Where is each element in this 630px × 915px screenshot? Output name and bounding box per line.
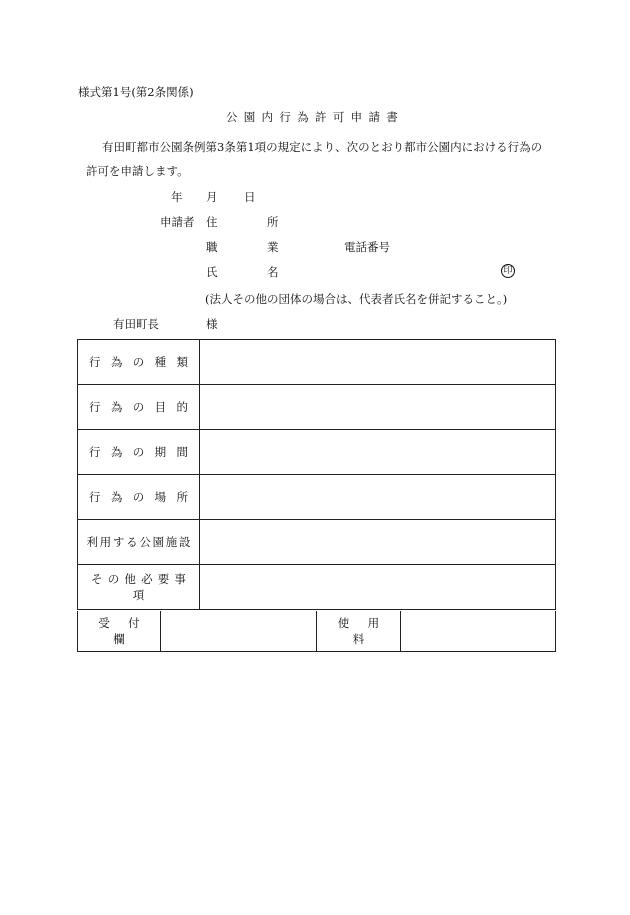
table-row xyxy=(78,430,556,475)
table-row xyxy=(78,340,556,385)
addressee-honorific: 様 xyxy=(206,317,218,331)
row-label: 利用する公園施設 xyxy=(78,520,200,565)
date-month-label: 月 xyxy=(206,190,218,204)
occupation-label-2: 業 xyxy=(267,240,279,254)
row-label: 行為の場所 xyxy=(78,475,200,520)
fee-field[interactable] xyxy=(401,611,556,652)
row-value-field[interactable] xyxy=(200,475,556,520)
table-row xyxy=(78,565,556,610)
row-value-field[interactable] xyxy=(200,565,556,610)
phone-label: 電話番号 xyxy=(344,240,390,254)
intro-line-2: 許可を申請します。 xyxy=(86,164,189,178)
addressee-mayor: 有田町長 xyxy=(113,317,159,331)
intro-line-1: 有田町都市公園条例第3条第1項の規定により、次のとおり都市公園内における行為の xyxy=(102,140,543,154)
intro-paragraph xyxy=(86,135,576,183)
name-label-2: 名 xyxy=(267,265,279,279)
fee-label: 使用料 xyxy=(317,611,401,652)
row-label: 行為の期間 xyxy=(78,430,200,475)
row-label: 行為の種類 xyxy=(78,340,200,385)
reception-fee-table xyxy=(77,611,556,652)
form-code: 様式第1号(第2条関係) xyxy=(78,85,194,99)
name-label-1: 氏 xyxy=(206,265,218,279)
row-value-field[interactable] xyxy=(200,430,556,475)
application-table xyxy=(77,339,556,610)
corporate-note: (法人その他の団体の場合は、代表者氏名を併記すること。) xyxy=(205,292,508,306)
date-year-label: 年 xyxy=(171,190,183,204)
row-value-field[interactable] xyxy=(200,340,556,385)
reception-label: 受付欄 xyxy=(78,611,161,652)
document-title: 公園内行為許可申請書 xyxy=(225,110,405,124)
address-label-2: 所 xyxy=(267,215,279,229)
row-value-field[interactable] xyxy=(200,520,556,565)
occupation-label-1: 職 xyxy=(206,240,218,254)
row-label: 行為の目的 xyxy=(78,385,200,430)
reception-field[interactable] xyxy=(161,611,317,652)
row-label: その他必要事項 xyxy=(78,565,200,610)
table-row xyxy=(78,611,556,652)
table-row xyxy=(78,475,556,520)
date-day-label: 日 xyxy=(244,190,256,204)
table-row xyxy=(78,385,556,430)
seal-mark: 印 xyxy=(501,264,515,278)
applicant-label: 申請者 xyxy=(160,215,195,229)
table-row xyxy=(78,520,556,565)
row-value-field[interactable] xyxy=(200,385,556,430)
address-label-1: 住 xyxy=(206,215,218,229)
